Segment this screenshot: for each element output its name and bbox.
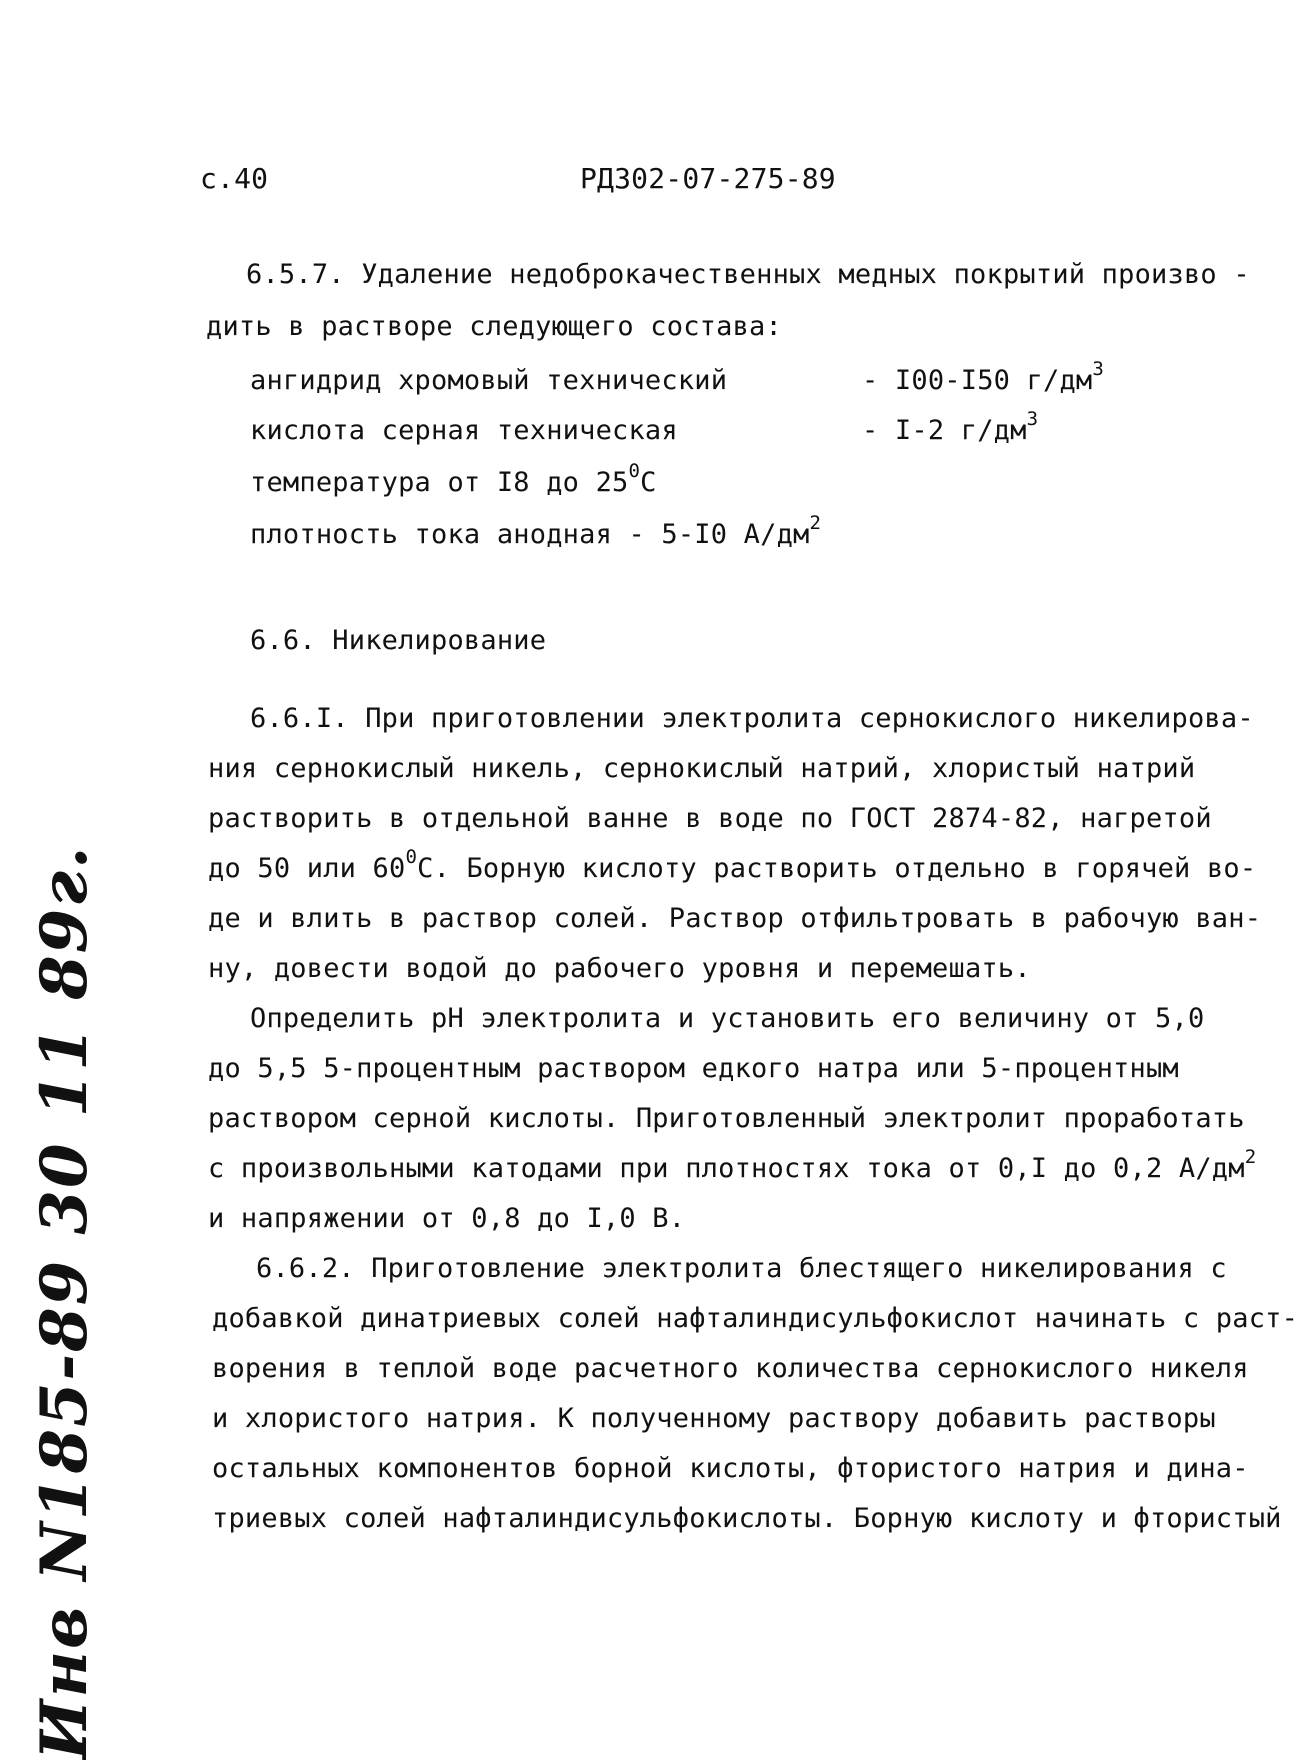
composition-item-value: - I-2 $г/дм^3$ <box>862 408 1039 446</box>
section-662-line: триевых солей нафталиндисульфокислоты. Борную кислоту и фтористый <box>212 1503 1282 1534</box>
section-662-line: 6.6.2. Приготовление электролита блестящего никелирования с <box>256 1253 1227 1284</box>
document-code: РД302-07-275-89 <box>580 162 836 195</box>
temperature-line: температура от I8 до $25^0С$ <box>250 460 657 498</box>
section-661-line: растворить в отдельной ванне в воде по ГОСТ 2874-82, нагретой <box>208 803 1212 834</box>
composition-item-name: кислота серная техническая <box>250 415 678 446</box>
composition-item-name: ангидрид хромовый технический <box>250 365 728 396</box>
ph-paragraph-line: до 5,5 5-процентным раствором едкого натра или 5-процентным <box>208 1053 1179 1084</box>
section-66-title: 6.6. Никелирование <box>250 625 547 656</box>
section-662-line: добавкой динатриевых солей нафталиндисульфокислот начинать с раст- <box>212 1303 1298 1334</box>
ph-paragraph-line: с произвольными катодами при плотностях тока от 0,I до 0,2 $А/дм^2$ <box>208 1146 1257 1184</box>
current-density-line: плотность тока анодная - 5-I0 $А/дм^2$ <box>250 512 822 550</box>
section-662-line: и хлористого натрия. К полученному раствору добавить растворы <box>212 1403 1216 1434</box>
ph-paragraph-line: и напряжении от 0,8 до I,0 В. <box>208 1203 686 1234</box>
section-661-line: ния сернокислый никель, сернокислый натрий, хлористый натрий <box>208 753 1196 784</box>
section-661-line: ну, довести водой до рабочего уровня и перемешать. <box>208 953 1031 984</box>
ph-paragraph-line: раствором серной кислоты. Приготовленный электролит проработать <box>208 1103 1245 1134</box>
inventory-handwritten-note: Инв N185-89 30 11 89г. <box>27 844 102 1760</box>
section-657-line-1: 6.5.7. Удаление недоброкачественных медных покрытий произво - <box>246 259 1250 290</box>
page-number: с.40 <box>200 162 269 195</box>
section-662-line: остальных компонентов борной кислоты, фтористого натрия и дина- <box>212 1453 1249 1484</box>
section-662-line: ворения в теплой воде расчетного количества сернокислого никеля <box>212 1353 1249 1384</box>
section-661-line: 6.6.I. При приготовлении электролита сернокислого никелирова- <box>250 703 1254 734</box>
section-661-line: до 50 или $60^0С$. Борную кислоту растворить отдельно в горячей во- <box>208 846 1257 884</box>
composition-item-value: - I00-I50 $г/дм^3$ <box>862 358 1105 396</box>
ph-paragraph-line: Определить рН электролита и установить его величину от 5,0 <box>250 1003 1205 1034</box>
section-661-line: де и влить в раствор солей. Раствор отфильтровать в рабочую ван- <box>208 903 1262 934</box>
section-657-line-2: дить в растворе следующего состава: <box>206 311 782 342</box>
